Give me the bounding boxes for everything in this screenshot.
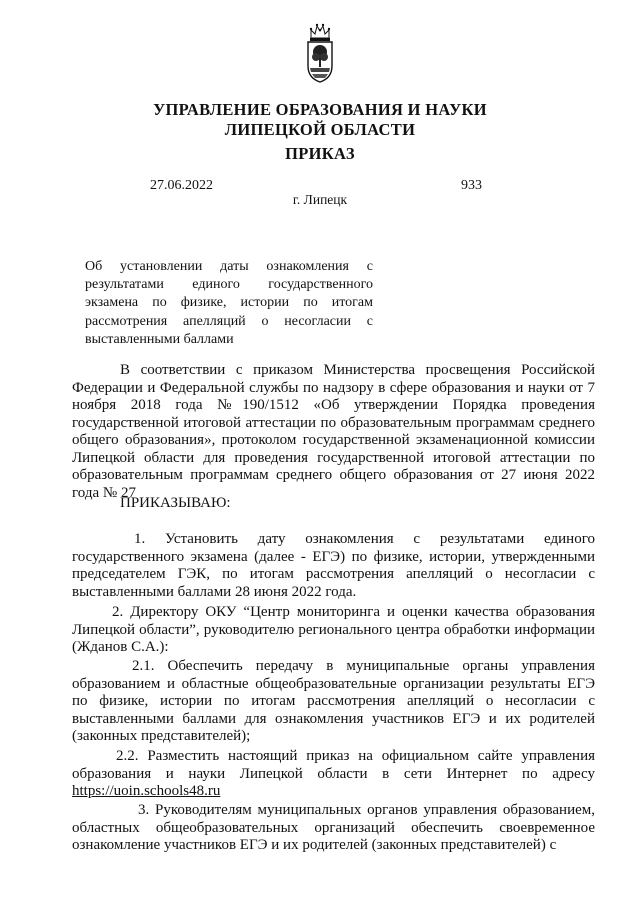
site-link[interactable]: https://uoin.schools48.ru (72, 783, 221, 799)
order-date: 27.06.2022 (150, 178, 213, 193)
item-2-2-text: 2.2. Разместить настоящий приказ на официальном сайте управления образования и науки Липецкой области в сети Интернет по адресу (72, 748, 595, 782)
org-name-line2: ЛИПЕЦКОЙ ОБЛАСТИ (224, 120, 416, 139)
order-city: г. Липецк (292, 192, 348, 207)
order-number: 933 (461, 178, 482, 193)
item-1-paragraph: 1. Установить дату ознакомления с результатами единого государственного экзамена (далее - ЕГЭ) по физике, истории, утвержденными председателем ГЭК, по итогам рассмотрения апелляций о несогласии с выставленными баллами 28 июня 2022 года. (72, 531, 595, 600)
item-3-paragraph: 3. Руководителям муниципальных органов управления образованием, областных общеобразовательных организаций обеспечить своевременное ознакомление участников ЕГЭ и их родителей (законных представителей) с (72, 802, 595, 853)
coat-of-arms-icon (305, 22, 335, 84)
item-2-paragraph: 2. Директору ОКУ “Центр мониторинга и оценки качества образования Липецкой области”, руководителю регионального центра обработки информации (Жданов С.А.): (72, 604, 595, 655)
org-name-line1: УПРАВЛЕНИЕ ОБРАЗОВАНИЯ И НАУКИ (153, 100, 487, 119)
preamble-paragraph: В соответствии с приказом Министерства просвещения Российской Федерации и Федеральной службы по надзору в сфере образования и науки от 7 ноября 2018 года №190/1512 «Об утверждении Порядка проведения государственной итоговой аттестации по образовательным программам среднего общего образования», протоколом государственной экзаменационной комиссии Липецкой области для проведения государственной итоговой аттестации по образовательным программам среднего общего образования от 27 июня 2022 года № 27 (72, 362, 595, 501)
item-2-1-paragraph: 2.1. Обеспечить передачу в муниципальные органы управления образованием и областные общеобразовательные организации результаты ЕГЭ по физике, истории по итогам рассмотрения апелляций о несогласии с выставленными баллами для ознакомления участников ЕГЭ и их родителей (законных представителей); (72, 658, 595, 744)
item-2-2-paragraph (72, 748, 595, 801)
order-subject: Об установлении даты ознакомления с результатами единого государственного экзамена по физике, истории по итогам рассмотрения апелляций о несогласии с выставленными баллами (85, 259, 373, 347)
document-type-title: ПРИКАЗ (285, 144, 355, 163)
order-word: ПРИКАЗЫВАЮ: (120, 495, 231, 511)
